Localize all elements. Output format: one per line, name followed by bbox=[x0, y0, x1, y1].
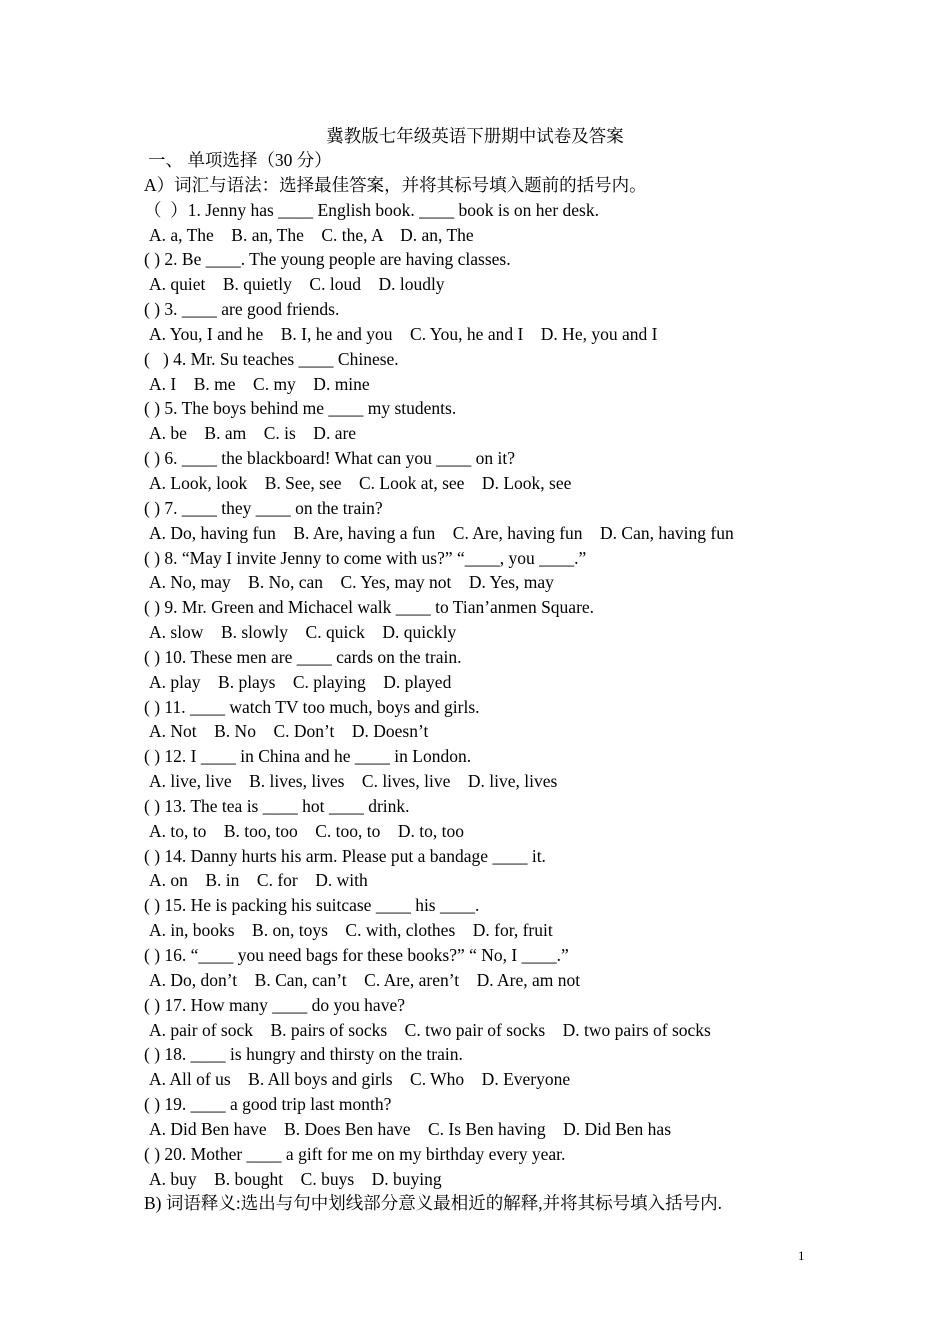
question-options: A. quiet B. quietly C. loud D. loudly bbox=[149, 274, 445, 295]
page-number: 1 bbox=[798, 1248, 805, 1263]
question-options: A. buy B. bought C. buys D. buying bbox=[149, 1168, 442, 1189]
question-options: A. pair of sock B. pairs of socks C. two pair of socks D. two pairs of socks bbox=[149, 1019, 711, 1040]
question-stem: ( ) 2. Be ____. The young people are having classes. bbox=[144, 249, 511, 270]
question-stem: ( ) 6. ____ the blackboard! What can you ____ on it? bbox=[144, 448, 515, 469]
question-options: A. No, may B. No, can C. Yes, may not D. Yes, may bbox=[149, 572, 554, 593]
question-stem: （ ）1. Jenny has ____ English book. ____ book is on her desk. bbox=[144, 199, 599, 220]
question-stem: ( ) 10. These men are ____ cards on the train. bbox=[144, 646, 462, 667]
question-options: A. I B. me C. my D. mine bbox=[149, 373, 370, 394]
question-stem: ( ) 17. How many ____ do you have? bbox=[144, 994, 405, 1015]
part-a-instruction: A）词汇与语法：选择最佳答案，并将其标号填入题前的括号内。 bbox=[144, 174, 647, 195]
question-options: A. slow B. slowly C. quick D. quickly bbox=[149, 622, 457, 643]
question-options: A. All of us B. All boys and girls C. Who D. Everyone bbox=[149, 1069, 571, 1090]
question-options: A. be B. am C. is D. are bbox=[149, 423, 357, 444]
question-stem: ( ) 3. ____ are good friends. bbox=[144, 299, 340, 320]
question-options: A. on B. in C. for D. with bbox=[149, 870, 368, 891]
question-stem: ( ) 15. He is packing his suitcase ____ his ____. bbox=[144, 895, 480, 916]
question-list bbox=[144, 198, 844, 1192]
question-options: A. Do, don’t B. Can, can’t C. Are, aren’t D. Are, am not bbox=[149, 969, 581, 990]
question-options: A. Did Ben have B. Does Ben have C. Is Ben having D. Did Ben has bbox=[149, 1118, 672, 1139]
page-title: 冀教版七年级英语下册期中试卷及答案 bbox=[326, 126, 624, 146]
question-stem: ( ) 13. The tea is ____ hot ____ drink. bbox=[144, 795, 410, 816]
question-options: A. play B. plays C. playing D. played bbox=[149, 671, 452, 692]
question-options: A. in, books B. on, toys C. with, clothes D. for, fruit bbox=[149, 920, 553, 941]
question-stem: ( ) 12. I ____ in China and he ____ in London. bbox=[144, 746, 472, 767]
question-options: A. Look, look B. See, see C. Look at, see D. Look, see bbox=[149, 472, 572, 493]
question-stem: ( ) 7. ____ they ____ on the train? bbox=[144, 497, 383, 518]
question-stem: ( ) 18. ____ is hungry and thirsty on the train. bbox=[144, 1044, 463, 1065]
question-options: A. You, I and he B. I, he and you C. You, he and I D. He, you and I bbox=[149, 323, 658, 344]
question-options: A. Do, having fun B. Are, having a fun C. Are, having fun D. Can, having fun bbox=[149, 522, 734, 543]
question-stem: ( ) 4. Mr. Su teaches ____ Chinese. bbox=[144, 348, 399, 369]
question-stem: ( ) 5. The boys behind me ____ my students. bbox=[144, 398, 457, 419]
question-stem: ( ) 9. Mr. Green and Michacel walk ____ to Tian’anmen Square. bbox=[144, 597, 595, 618]
question-stem: ( ) 11. ____ watch TV too much, boys and girls. bbox=[144, 696, 480, 717]
part-b-instruction: B) 词语释义:选出与句中划线部分意义最相近的解释,并将其标号填入括号内. bbox=[144, 1193, 722, 1214]
section-heading: 一、 单项选择（30 分） bbox=[148, 150, 332, 170]
question-stem: ( ) 14. Danny hurts his arm. Please put a bandage ____ it. bbox=[144, 845, 546, 866]
question-content bbox=[144, 148, 844, 1216]
question-options: A. to, to B. too, too C. too, to D. to, too bbox=[149, 820, 465, 841]
question-stem: ( ) 20. Mother ____ a gift for me on my birthday every year. bbox=[144, 1143, 566, 1164]
question-stem: ( ) 19. ____ a good trip last month? bbox=[144, 1094, 392, 1115]
question-options: A. Not B. No C. Don’t D. Doesn’t bbox=[149, 721, 429, 742]
question-stem: ( ) 16. “____ you need bags for these books?” “ No, I ____.” bbox=[144, 945, 569, 965]
question-options: A. live, live B. lives, lives C. lives, live D. live, lives bbox=[149, 771, 558, 792]
question-options: A. a, The B. an, The C. the, A D. an, The bbox=[149, 224, 474, 245]
question-stem: ( ) 8. “May I invite Jenny to come with us?” “____, you ____.” bbox=[144, 547, 587, 568]
